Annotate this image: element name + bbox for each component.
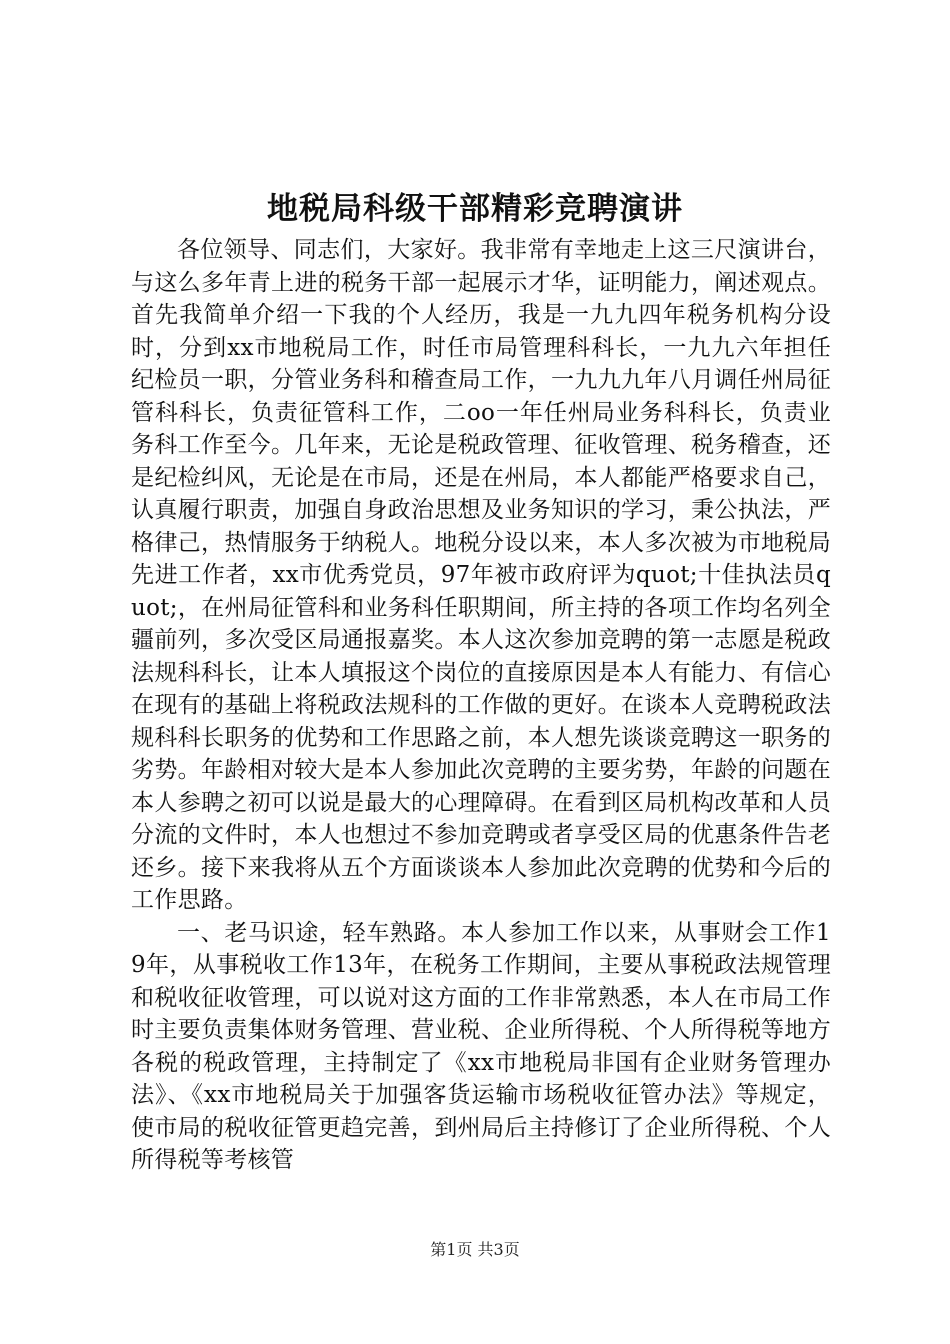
- page-number-footer: 第1页 共3页: [430, 1240, 520, 1259]
- paragraph-intro: 各位领导、同志们，大家好。我非常有幸地走上这三尺演讲台，与这么多年青上进的税务干部一起展示才华，证明能力，阐述观点。首先我简单介绍一下我的个人经历，我是一九九四年税务机构分设时，分到xx市地税局工作，时任市局管理科科长，一九九六年担任纪检员一职，分管业务科和稽查局工作，一九九九年八月调任州局征管科科长，负责征管科工作，二oo一年任州局业务科科长，负责业务科工作至今。几年来，无论是税政管理、征收管理、税务稽查，还是纪检纠风，无论是在市局，还是在州局，本人都能严格要求自己，认真履行职责，加强自身政治思想及业务知识的学习，秉公执法，严格律己，热情服务于纳税人。地税分设以来，本人多次被为市地税局先进工作者，xx市优秀党员，97年被市政府评为quot;十佳执法员quot;，在州局征管科和业务科任职期间，所主持的各项工作均名列全疆前列，多次受区局通报嘉奖。本人这次参加竞聘的第一志愿是税政法规科科长，让本人填报这个岗位的直接原因是本人有能力、有信心在现有的基础上将税政法规科的工作做的更好。在谈本人竞聘税政法规科科长职务的优势和工作思路之前，本人想先谈谈竞聘这一职务的劣势。年龄相对较大是本人参加此次竞聘的主要劣势，年龄的问题在本人参聘之初可以说是最大的心理障碍。在看到区局机构改革和人员分流的文件时，本人也想过不参加竞聘或者享受区局的优惠条件告老还乡。接下来我将从五个方面谈谈本人参加此次竞聘的优势和今后的工作思路。: [131, 237, 831, 913]
- document-body: [131, 234, 831, 1177]
- paragraph-section-one: 一、老马识途，轻车熟路。本人参加工作以来，从事财会工作19年，从事税收工作13年，在税务工作期间，主要从事税政法规管理和税收征收管理，可以说对这方面的工作非常熟悉，本人在市局工作时主要负责集体财务管理、营业税、企业所得税、个人所得税等地方各税的税政管理，主持制定了《xx市地税局非国有企业财务管理办法》、《xx市地税局关于加强客货运输市场税收征管办法》等规定，使市局的税收征管更趋完善，到州局后主持修订了企业所得税、个人所得税等考核管: [131, 919, 831, 1173]
- document-title: 地税局科级干部精彩竞聘演讲: [267, 191, 683, 227]
